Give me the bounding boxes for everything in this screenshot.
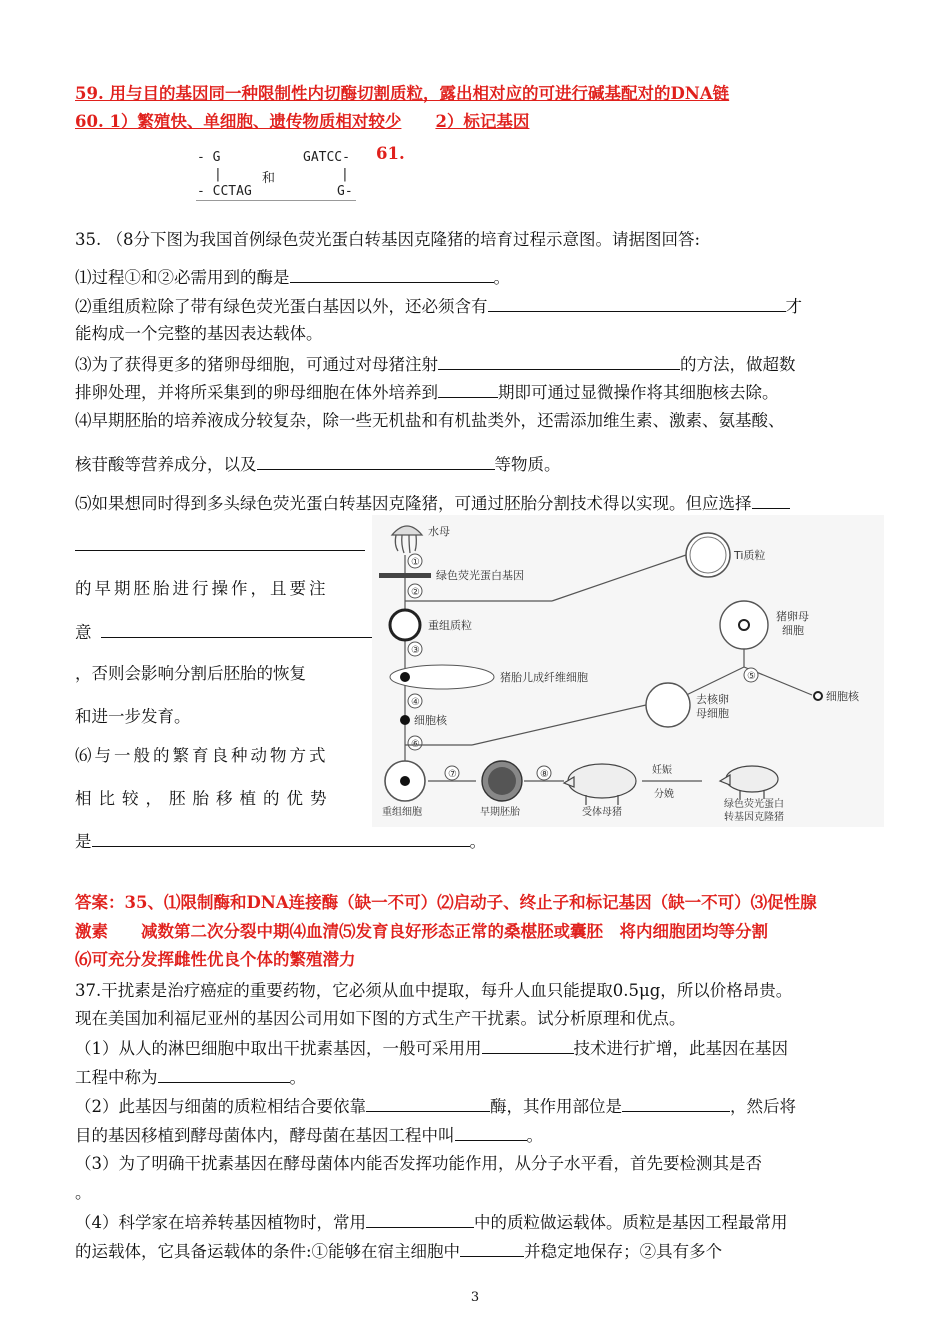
blank-13[interactable] [455, 1124, 527, 1141]
recomb-cell-nucleus [400, 776, 410, 786]
q35-part5-blank-line [75, 534, 365, 557]
seq-left-bar: | [214, 167, 222, 182]
q35-part5: ⑸如果想同时得到多头绿色荧光蛋白转基因克隆猪，可通过胚胎分割技术得以实现。但应选择 [75, 492, 790, 515]
label-birth: 分娩 [654, 789, 674, 800]
blank-7[interactable] [101, 621, 376, 638]
q37-part4: （4）科学家在培养转基因植物时，常用 中的质粒做运载体。质粒是基因工程最常用 [75, 1213, 788, 1232]
label-ti-plasmid: Ti质粒 [734, 549, 766, 562]
q35-part3: ⑶为了获得更多的猪卵母细胞，可通过对母猪注射 的方法，做超数 [75, 355, 796, 374]
q35-part1: ⑴过程①和②必需用到的酶是 。 [75, 268, 510, 287]
blank-3[interactable] [438, 353, 680, 370]
oocyte-nucleus [739, 620, 749, 630]
blank-6b[interactable] [75, 534, 365, 551]
step-4: ④ [411, 697, 420, 708]
blank-9[interactable] [482, 1037, 574, 1054]
q35-part3-cont: 排卵处理，并将所采集到的卵母细胞在体外培养到 期即可通过显微操作将其细胞核去除。 [75, 383, 779, 402]
answer-35-line1: 答案：35、⑴限制酶和DNA连接酶（缺一不可）⑵启动子、终止子和标记基因（缺一不可）⑶促性腺 [75, 893, 817, 912]
q35-part2-cont: 能构成一个完整的基因表达载体。 [75, 324, 323, 343]
step-8: ⑧ [540, 769, 549, 780]
answer-59: 59. 用与目的基因同一种限制性内切酶切割质粒，露出相对应的可进行碱基配对的DNA链 [75, 84, 730, 103]
answer-61: 61. [376, 144, 405, 163]
recomb-plasmid-icon [390, 610, 420, 640]
label-enucleated: 去核卵 [696, 693, 729, 706]
q37-intro2: 现在美国加利福尼亚州的基因公司用如下图的方式生产干扰素。试分析原理和优点。 [75, 1009, 686, 1028]
q35-part6-c: 是 。 [75, 832, 486, 851]
nucleus-out-icon [814, 692, 822, 700]
q37-part2-cont: 目的基因移植到酵母菌体内，酵母菌在基因工程中叫 。 [75, 1126, 543, 1145]
seq-right-bar: | [341, 167, 349, 182]
label-oocyte-2: 细胞 [782, 624, 804, 637]
label-nucleus-out: 细胞核 [826, 690, 859, 703]
q37-part2: （2）此基因与细菌的质粒相结合要依靠 酶，其作用部位是 ，然后将 [75, 1097, 796, 1116]
q35-part6-b: 相比较，胚胎移植的优势 [75, 789, 334, 808]
label-result-2: 转基因克隆猪 [724, 812, 784, 823]
label-fibroblast: 猪胎儿成纤维细胞 [500, 671, 588, 684]
step-7: ⑦ [448, 769, 457, 780]
page-number: 3 [470, 1290, 480, 1305]
q35-part4: ⑷早期胚胎的培养液成分较复杂，除一些无机盐和有机盐类外，还需添加维生素、激素、氨基酸、 [75, 411, 785, 430]
q35-part5-e: 和进一步发育。 [75, 707, 191, 726]
seq-left-top: - G [197, 150, 221, 165]
q35-part2: ⑵重组质粒除了带有绿色荧光蛋白基因以外，还必须含有 才 [75, 297, 802, 316]
q35-part5-b: 的早期胚胎进行操作，且要注 [75, 579, 329, 598]
step-6: ⑥ [411, 739, 420, 750]
label-pregnancy: 妊娠 [652, 765, 672, 776]
blank-8[interactable] [92, 830, 470, 847]
label-nucleus: 细胞核 [414, 714, 447, 727]
blank-6a[interactable] [752, 492, 790, 509]
q37-part3-cont: 。 [75, 1183, 92, 1202]
label-jellyfish: 水母 [428, 525, 450, 538]
seq-figure-border [196, 200, 356, 201]
enucleated-oocyte-icon [646, 683, 690, 727]
q35-intro: 35. （8分下图为我国首例绿色荧光蛋白转基因克隆猪的培育过程示意图。请据图回答: [75, 230, 701, 249]
nucleus-dot [400, 715, 410, 725]
label-result: 绿色荧光蛋白 [724, 799, 784, 810]
blank-5[interactable] [257, 453, 495, 470]
q37-intro1: 37.干扰素是治疗癌症的重要药物，它必须从血中提取，每升人血只能提取0.5μg，所以价格昂贵。 [75, 981, 793, 1000]
blank-4[interactable] [438, 381, 498, 398]
label-recomb-cell: 重组细胞 [382, 807, 422, 818]
seq-right-bottom: G- [337, 184, 353, 199]
q35-part4-cont: 核苷酸等营养成分，以及 等物质。 [75, 455, 561, 474]
blank-14[interactable] [366, 1211, 474, 1228]
step-3: ③ [411, 645, 420, 656]
blank-15[interactable] [460, 1240, 524, 1257]
answer-35-line3: ⑹可充分发挥雌性优良个体的繁殖潜力 [75, 950, 356, 969]
q37-part1: （1）从人的淋巴细胞中取出干扰素基因，一般可采用用 技术进行扩增，此基因在基因 [75, 1039, 788, 1058]
q37-part1-cont: 工程中称为 。 [75, 1068, 306, 1087]
blank-1[interactable] [290, 266, 494, 283]
blank-12[interactable] [622, 1095, 730, 1112]
early-embryo-core [488, 767, 516, 795]
clone-pig-diagram [372, 515, 884, 827]
answer-35-line2: 激素 减数第二次分裂中期⑷血清⑸发育良好形态正常的桑椹胚或囊胚 将内细胞团均等分割 [75, 922, 768, 941]
label-oocyte: 猪卵母 [776, 610, 809, 623]
blank-2[interactable] [488, 295, 786, 312]
blank-11[interactable] [366, 1095, 490, 1112]
seq-and: 和 [262, 171, 276, 186]
step-5: ⑤ [747, 671, 756, 682]
label-recomb-plasmid: 重组质粒 [428, 619, 472, 632]
q37-part4-cont: 的运载体，它具备运载体的条件:①能够在宿主细胞中 并稳定地保存；②具有多个 [75, 1242, 723, 1261]
q35-part5-c: 意 [75, 621, 376, 644]
fibroblast-nucleus [400, 672, 410, 682]
seq-left-bottom: - CCTAG [197, 184, 252, 199]
gfp-gene-bar [379, 573, 431, 578]
answer-60: 60. 1）繁殖快、单细胞、遗传物质相对较少 2）标记基因 [75, 112, 530, 131]
label-enucleated-2: 母细胞 [696, 707, 729, 720]
label-gfp-gene: 绿色荧光蛋白基因 [436, 569, 524, 582]
blank-10[interactable] [158, 1066, 290, 1083]
q35-part5-d: ，否则会影响分割后胚胎的恢复 [75, 664, 306, 683]
step-1: ① [411, 557, 420, 568]
label-embryo: 早期胚胎 [480, 807, 520, 818]
step-2: ② [411, 587, 420, 598]
ti-plasmid-icon [686, 533, 730, 577]
q37-part3: （3）为了明确干扰素基因在酵母菌体内能否发挥功能作用，从分子水平看，首先要检测其是否 [75, 1154, 762, 1173]
label-surrogate: 受体母猪 [582, 807, 622, 818]
q35-part6-a: ⑹与一般的繁育良种动物方式 [75, 746, 329, 765]
seq-right-top: GATCC- [303, 150, 350, 165]
